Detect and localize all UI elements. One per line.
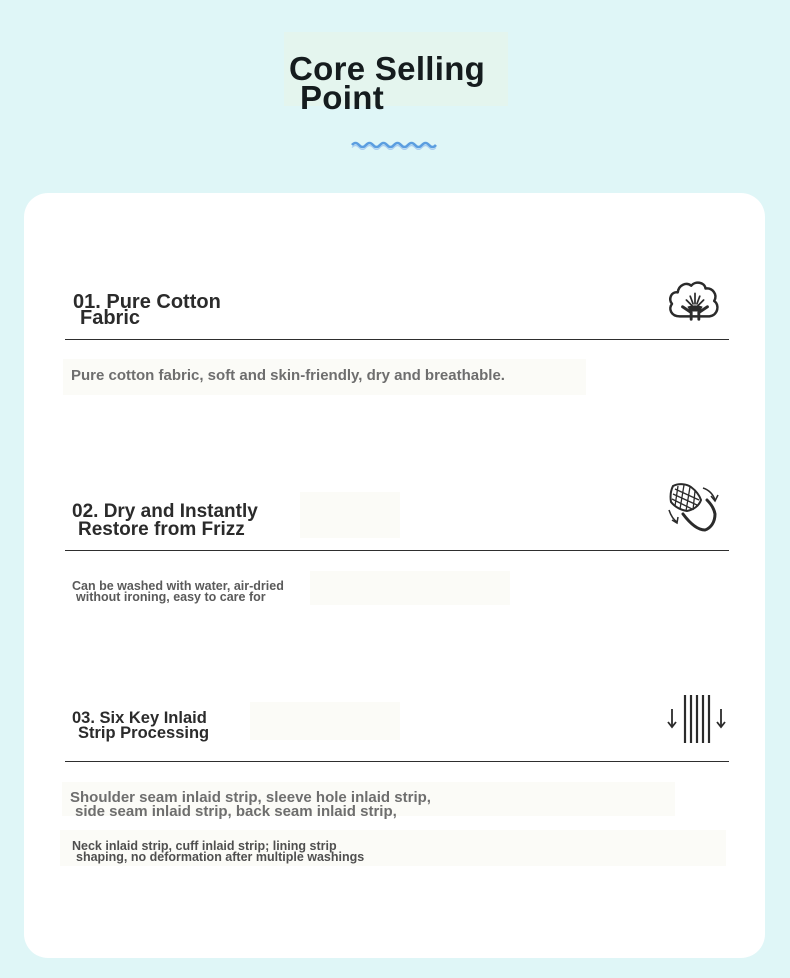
page-title-line-1: Core Selling [289,50,486,87]
feature-1-description: Pure cotton fabric, soft and skin-friendly, dry and breathable. [71,367,505,384]
cotton-icon [665,278,725,324]
feature-2-desc-highlight [310,571,510,605]
feature-3-desc-line-4: shaping, no deformation after multiple washings [76,850,365,864]
feature-1-title-line-2: Fabric [80,307,141,329]
feature-3-title-highlight [250,702,400,740]
feature-2-title-line-1: 02. Dry and Instantly [72,501,258,522]
feature-2-desc-line-2: without ironing, easy to care for [76,590,266,604]
feature-2-desc-line-1: Can be washed with water, air-dried [72,579,284,593]
fabric-recovery-icon [665,480,721,536]
feature-1-divider [65,339,729,340]
feature-2-title-highlight [300,492,400,538]
feature-3-desc-line-1: Shoulder seam inlaid strip, sleeve hole inlaid strip, [70,789,431,806]
page-title-line-2: Point [300,79,384,116]
feature-3-title-line-1: 03. Six Key Inlaid [72,709,207,727]
feature-3-divider [65,761,729,762]
feature-3-title-line-2: Strip Processing [78,724,210,742]
feature-2-divider [65,550,729,551]
feature-3-desc-line-3: Neck inlaid strip, cuff inlaid strip; lining strip [72,839,337,853]
feature-1-title-line-1: 01. Pure Cotton [73,291,221,313]
feature-2-title-line-2: Restore from Frizz [78,519,245,540]
feature-3-desc-line-2: side seam inlaid strip, back seam inlaid strip, [75,803,397,820]
wave-divider-icon [351,139,439,150]
inlaid-strip-icon [665,693,729,745]
